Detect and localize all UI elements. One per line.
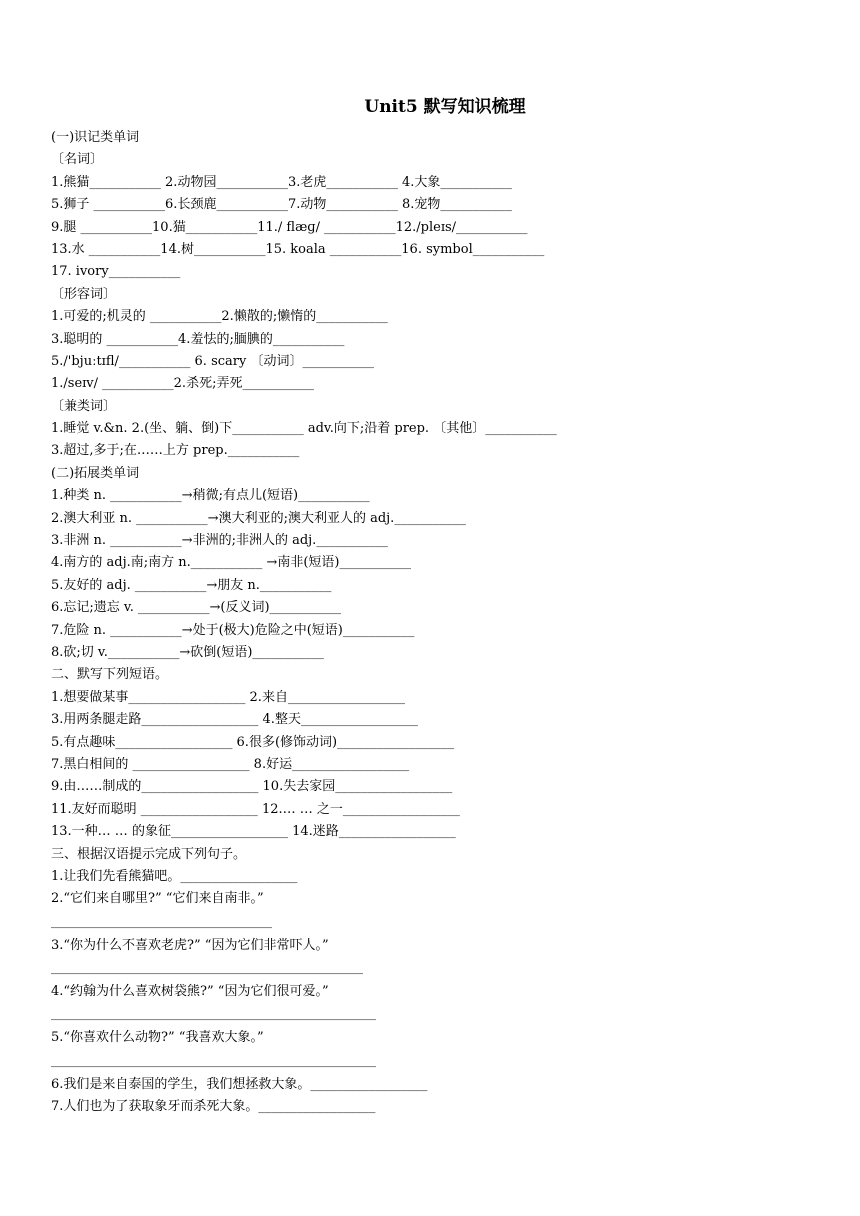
sentence-2-answer: __________________________________ — [51, 913, 272, 929]
subheading-nouns: 〔名词〕 — [51, 152, 104, 168]
extension-row-8: 8.砍;切 v.___________→砍倒(短语)___________ — [51, 644, 324, 660]
sentence-3: 3.“你为什么不喜欢老虎?” “因为它们非常吓人。” — [51, 937, 329, 953]
extension-row-1: 1.种类 n. ___________→稍微;有点儿(短语)___________ — [51, 488, 370, 504]
subheading-adjectives: 〔形容词〕 — [51, 286, 117, 302]
noun-row-5: 17. ivory___________ — [51, 264, 181, 280]
phrase-row-7: 13.一种… … 的象征__________________ 14.迷路__________________ — [51, 824, 456, 840]
phrase-row-3: 5.有点趣味__________________ 6.很多(修饰动词)__________________ — [51, 734, 455, 750]
multi-class-row-2: 3.超过,多于;在……上方 prep.___________ — [51, 443, 300, 459]
sentence-5: 5.“你喜欢什么动物?” “我喜欢大象。” — [51, 1030, 264, 1046]
section-heading-2: (二)拓展类单词 — [51, 465, 140, 481]
noun-row-1: 1.熊猫___________ 2.动物园___________3.老虎___________ 4.大象___________ — [51, 174, 512, 190]
section-heading-phrases: 二、默写下列短语。 — [51, 667, 169, 683]
adjective-row-2: 3.聪明的 ___________4.羞怯的;腼腆的___________ — [51, 331, 345, 347]
sentence-1: 1.让我们先看熊猫吧。__________________ — [51, 868, 298, 884]
extension-row-5: 5.友好的 adj. ___________→朋友 n.___________ — [51, 577, 332, 593]
phrase-row-2: 3.用两条腿走路__________________ 4.整天__________________ — [51, 712, 418, 728]
phrase-row-1: 1.想要做某事__________________ 2.来自__________________ — [51, 689, 405, 705]
extension-row-7: 7.危险 n. ___________→处于(极大)危险之中(短语)___________ — [51, 622, 415, 638]
adjective-row-1: 1.可爱的;机灵的 ___________2.懒散的;懒惰的___________ — [51, 309, 388, 325]
sentence-3-answer: ________________________________________________ — [51, 960, 363, 976]
sentence-7: 7.人们也为了获取象牙而杀死大象。__________________ — [51, 1099, 376, 1115]
phrase-row-4: 7.黑白相间的 __________________ 8.好运__________________ — [51, 756, 410, 772]
sentence-4-answer: __________________________________________________ — [51, 1006, 376, 1022]
noun-row-4: 13.水 ___________14.树___________15. koala ___________16. symbol___________ — [51, 241, 545, 257]
subheading-multi-class: 〔兼类词〕 — [51, 398, 117, 414]
page-title: Unit5 默写知识梳理 — [364, 97, 526, 117]
extension-row-6: 6.忘记;遗忘 v. ___________→(反义词)___________ — [51, 600, 342, 616]
adjective-row-3: 5./'bjuːtɪfl/___________ 6. scary 〔动词〕___________ — [51, 353, 374, 369]
verb-row-1: 1./seɪv/ ___________2.杀死;弄死___________ — [51, 376, 314, 392]
noun-row-2: 5.狮子 ___________6.长颈鹿___________7.动物___________ 8.宠物___________ — [51, 197, 512, 213]
extension-row-4: 4.南方的 adj.南;南方 n.___________ →南非(短语)___________ — [51, 555, 411, 571]
multi-class-row-1: 1.睡觉 v.&n. 2.(坐、躺、倒)下___________ adv.向下;沿着 prep. 〔其他〕___________ — [51, 421, 557, 437]
sentence-5-answer: __________________________________________________ — [51, 1052, 376, 1068]
sentence-4: 4.“约翰为什么喜欢树袋熊?” “因为它们很可爱。” — [51, 984, 329, 1000]
extension-row-3: 3.非洲 n. ___________→非洲的;非洲人的 adj.___________ — [51, 533, 388, 549]
section-heading-1: (一)识记类单词 — [51, 130, 140, 145]
section-heading-sentences: 三、根据汉语提示完成下列句子。 — [51, 846, 247, 862]
phrase-row-5: 9.由……制成的__________________ 10.失去家园__________________ — [51, 779, 453, 795]
noun-row-3: 9.腿 ___________10.猫___________11./ flæɡ/ ___________12./pleɪs/___________ — [51, 219, 528, 235]
sentence-6: 6.我们是来自泰国的学生，我们想拯救大象。__________________ — [51, 1076, 428, 1092]
worksheet-body — [51, 127, 831, 1119]
extension-row-2: 2.澳大利亚 n. ___________→澳大利亚的;澳大利亚人的 adj.___________ — [51, 510, 466, 526]
sentence-2: 2.“它们来自哪里?” “它们来自南非。” — [51, 891, 264, 907]
phrase-row-6: 11.友好而聪明 __________________ 12.… … 之一__________________ — [51, 801, 460, 817]
